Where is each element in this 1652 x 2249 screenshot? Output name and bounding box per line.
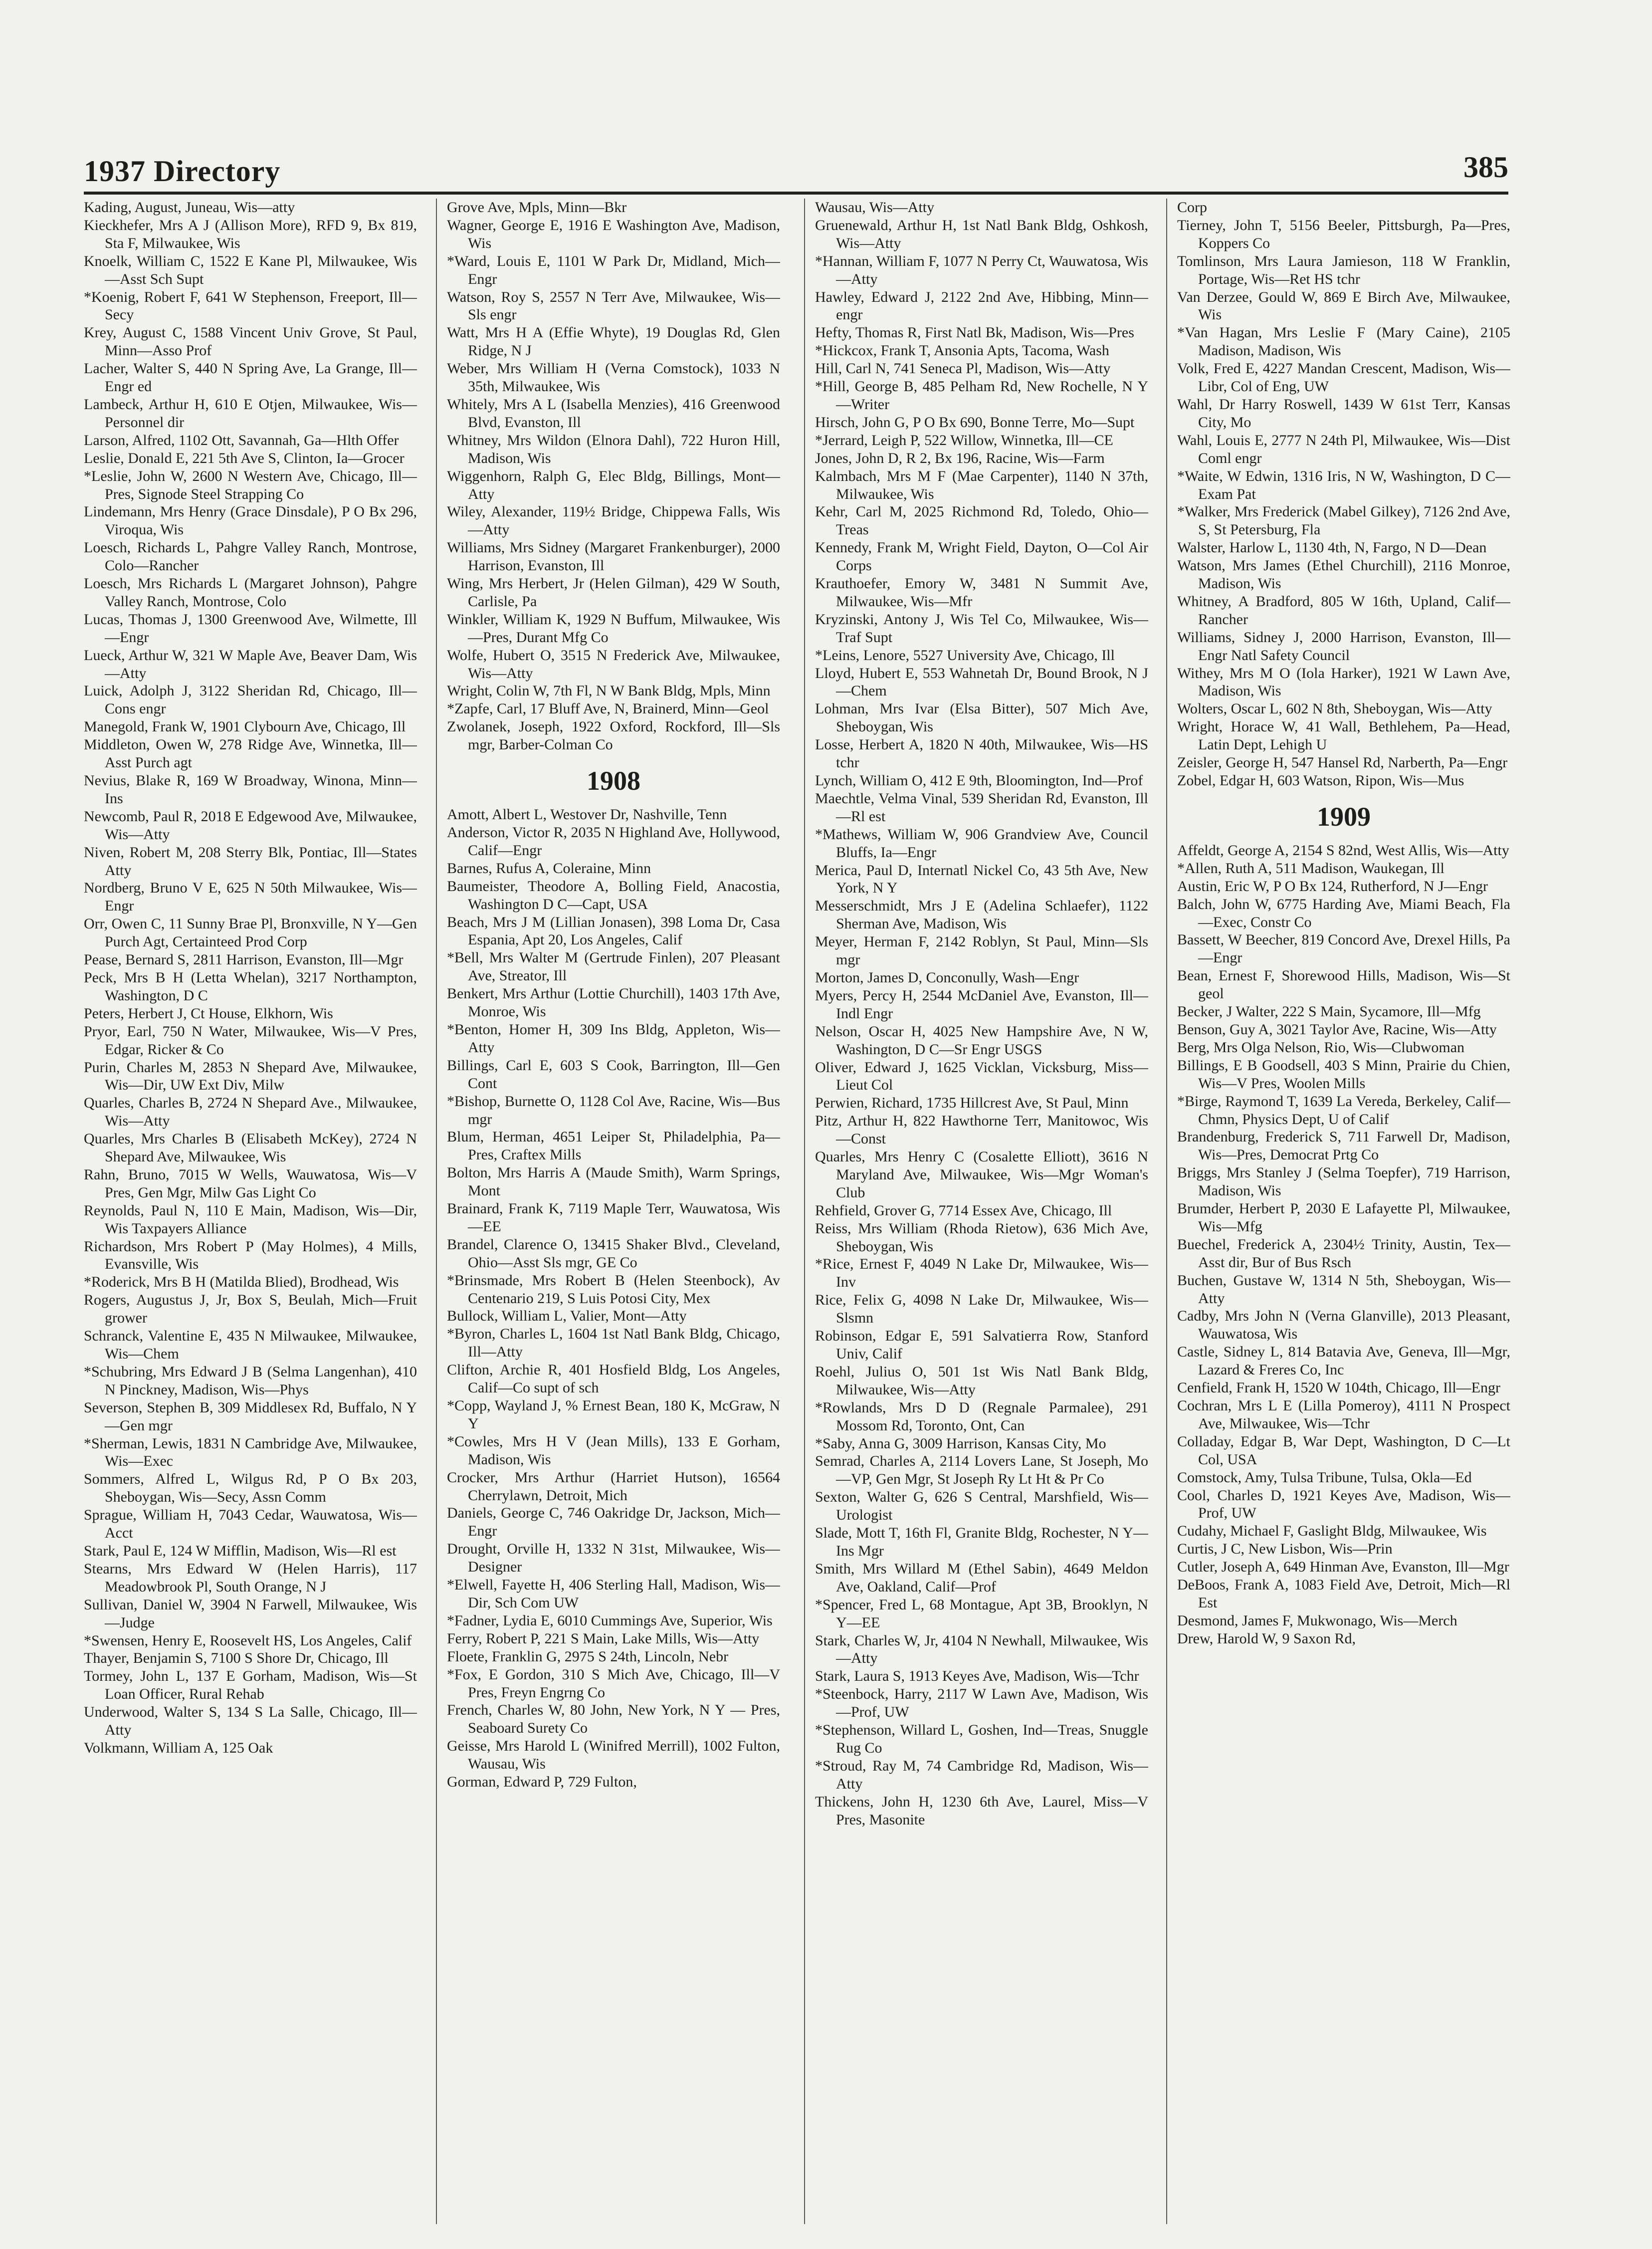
directory-entry: Affeldt, George A, 2154 S 82nd, West Allis, Wis—Atty <box>1177 842 1509 859</box>
directory-entry: Austin, Eric W, P O Bx 124, Rutherford, N J—Engr <box>1177 878 1488 895</box>
directory-entry: Zeisler, George H, 547 Hansel Rd, Narberth, Pa—Engr <box>1177 754 1508 771</box>
directory-entry: Lucas, Thomas J, 1300 Greenwood Ave, Wilmette, Ill—Engr <box>84 611 417 646</box>
directory-entry: Pitz, Arthur H, 822 Hawthorne Terr, Manitowoc, Wis—Const <box>815 1113 1148 1147</box>
directory-entry: Becker, J Walter, 222 S Main, Sycamore, Ill—Mfg <box>1177 1003 1481 1020</box>
directory-entry: *Leslie, John W, 2600 N Western Ave, Chicago, Ill—Pres, Signode Steel Strapping Co <box>84 467 417 502</box>
directory-entry: Zobel, Edgar H, 603 Watson, Ripon, Wis—Mus <box>1177 772 1464 789</box>
directory-entry: Wiley, Alexander, 119½ Bridge, Chippewa Falls, Wis—Atty <box>447 503 780 538</box>
directory-entry: *Roderick, Mrs B H (Matilda Blied), Brodhead, Wis <box>84 1274 399 1291</box>
directory-entry: Bullock, William L, Valier, Mont—Atty <box>447 1308 687 1325</box>
directory-entry: Wolters, Oscar L, 602 N 8th, Sheboygan, Wis—Atty <box>1177 700 1492 717</box>
directory-entry: Gruenewald, Arthur H, 1st Natl Bank Bldg, Oshkosh, Wis—Atty <box>815 217 1148 251</box>
directory-entry: Floete, Franklin G, 2975 S 24th, Lincoln, Nebr <box>447 1648 729 1665</box>
directory-entry: *Bishop, Burnette O, 1128 Col Ave, Racine, Wis—Bus mgr <box>447 1093 780 1127</box>
directory-entry: Middleton, Owen W, 278 Ridge Ave, Winnetka, Ill—Asst Purch agt <box>84 736 417 771</box>
directory-entry: Peck, Mrs B H (Letta Whelan), 3217 Northampton, Washington, D C <box>84 969 417 1004</box>
directory-entry: Berg, Mrs Olga Nelson, Rio, Wis—Clubwoman <box>1177 1039 1465 1056</box>
directory-entry: Comstock, Amy, Tulsa Tribune, Tulsa, Okla—Ed <box>1177 1469 1472 1486</box>
column-divider <box>436 199 437 2224</box>
directory-entry: *Jerrard, Leigh P, 522 Willow, Winnetka, Ill—CE <box>815 432 1113 449</box>
directory-entry: Billings, E B Goodsell, 403 S Minn, Prairie du Chien, Wis—V Pres, Woolen Mills <box>1177 1057 1510 1092</box>
directory-entry: *Leins, Lenore, 5527 University Ave, Chicago, Ill <box>815 647 1115 664</box>
directory-entry: Kading, August, Juneau, Wis—atty <box>84 199 295 216</box>
directory-entry: Williams, Sidney J, 2000 Harrison, Evanston, Ill—Engr Natl Safety Council <box>1177 629 1510 664</box>
directory-entry: *Stephenson, Willard L, Goshen, Ind—Treas, Snuggle Rug Co <box>815 1722 1148 1756</box>
directory-entry: *Bell, Mrs Walter M (Gertrude Finlen), 207 Pleasant Ave, Streator, Ill <box>447 949 780 984</box>
directory-entry: Tormey, John L, 137 E Gorham, Madison, Wis—St Loan Officer, Rural Rehab <box>84 1668 417 1703</box>
directory-entry: Cochran, Mrs L E (Lilla Pomeroy), 4111 N Prospect Ave, Milwaukee, Wis—Tchr <box>1177 1397 1510 1432</box>
directory-entry: Barnes, Rufus A, Coleraine, Minn <box>447 860 651 877</box>
directory-entry: *Fadner, Lydia E, 6010 Cummings Ave, Superior, Wis <box>447 1612 773 1629</box>
directory-entry: Briggs, Mrs Stanley J (Selma Toepfer), 719 Harrison, Madison, Wis <box>1177 1164 1510 1199</box>
directory-entry: *Zapfe, Carl, 17 Bluff Ave, N, Brainerd, Minn—Geol <box>447 700 769 717</box>
directory-entry: *Steenbock, Harry, 2117 W Lawn Ave, Madison, Wis—Prof, UW <box>815 1686 1148 1721</box>
directory-entry: Severson, Stephen B, 309 Middlesex Rd, Buffalo, N Y—Gen mgr <box>84 1399 417 1434</box>
directory-entry: Beach, Mrs J M (Lillian Jonasen), 398 Loma Dr, Casa Espania, Apt 20, Los Angeles, Calif <box>447 913 780 948</box>
directory-entry: French, Charles W, 80 John, New York, N Y — Pres, Seaboard Surety Co <box>447 1702 780 1737</box>
directory-entry: Tomlinson, Mrs Laura Jamieson, 118 W Franklin, Portage, Wis—Ret HS tchr <box>1177 252 1510 287</box>
directory-entry: Cenfield, Frank H, 1520 W 104th, Chicago, Ill—Engr <box>1177 1379 1500 1396</box>
directory-entry: Whitely, Mrs A L (Isabella Menzies), 416 Greenwood Blvd, Evanston, Ill <box>447 396 780 431</box>
directory-entry: Ferry, Robert P, 221 S Main, Lake Mills, Wis—Atty <box>447 1630 760 1647</box>
directory-entry: Stark, Charles W, Jr, 4104 N Newhall, Milwaukee, Wis—Atty <box>815 1632 1148 1667</box>
directory-entry: Stark, Laura S, 1913 Keyes Ave, Madison, Wis—Tchr <box>815 1668 1139 1685</box>
directory-entry: Maechtle, Velma Vinal, 539 Sheridan Rd, Evanston, Ill—Rl est <box>815 790 1148 825</box>
directory-entry: Sullivan, Daniel W, 3904 N Farwell, Milwaukee, Wis—Judge <box>84 1596 417 1631</box>
directory-entry: Bassett, W Beecher, 819 Concord Ave, Drexel Hills, Pa—Engr <box>1177 931 1510 966</box>
directory-entry: *Saby, Anna G, 3009 Harrison, Kansas City, Mo <box>815 1435 1106 1452</box>
directory-entry: Wausau, Wis—Atty <box>815 199 935 216</box>
directory-entry: Winkler, William K, 1929 N Buffum, Milwaukee, Wis—Pres, Durant Mfg Co <box>447 611 780 646</box>
directory-entry: Reiss, Mrs William (Rhoda Rietow), 636 Mich Ave, Sheboygan, Wis <box>815 1220 1148 1255</box>
directory-entry: Hefty, Thomas R, First Natl Bk, Madison, Wis—Pres <box>815 324 1134 341</box>
directory-entry: *Fox, E Gordon, 310 S Mich Ave, Chicago, Ill—V Pres, Freyn Engrng Co <box>447 1666 780 1701</box>
directory-entry: Lueck, Arthur W, 321 W Maple Ave, Beaver Dam, Wis—Atty <box>84 647 417 681</box>
directory-entry: Weber, Mrs William H (Verna Comstock), 1033 N 35th, Milwaukee, Wis <box>447 360 780 395</box>
directory-entry: *Brinsmade, Mrs Robert B (Helen Steenbock), Av Centenario 219, S Luis Potosi City, Mex <box>447 1272 780 1307</box>
directory-entry: Baumeister, Theodore A, Bolling Field, Anacostia, Washington D C—Capt, USA <box>447 878 780 912</box>
header-rule <box>84 192 1508 195</box>
directory-entry: Knoelk, William C, 1522 E Kane Pl, Milwaukee, Wis—Asst Sch Supt <box>84 252 417 287</box>
class-year-heading: 1909 <box>1317 801 1371 832</box>
directory-entry: Meyer, Herman F, 2142 Roblyn, St Paul, Minn—Sls mgr <box>815 933 1148 968</box>
directory-entry: Smith, Mrs Willard M (Ethel Sabin), 4649 Meldon Ave, Oakland, Calif—Prof <box>815 1560 1148 1595</box>
directory-entry: Quarles, Mrs Henry C (Cosalette Elliott), 3616 N Maryland Ave, Milwaukee, Wis—Mgr Woman's Club <box>815 1148 1148 1201</box>
directory-entry: Lindemann, Mrs Henry (Grace Dinsdale), P O Bx 296, Viroqua, Wis <box>84 503 417 538</box>
directory-entry: Larson, Alfred, 1102 Ott, Savannah, Ga—Hlth Offer <box>84 432 399 449</box>
directory-entry: Peters, Herbert J, Ct House, Elkhorn, Wis <box>84 1005 333 1022</box>
directory-entry: *Walker, Mrs Frederick (Mabel Gilkey), 7126 2nd Ave, S, St Petersburg, Fla <box>1177 503 1510 538</box>
directory-entry: Williams, Mrs Sidney (Margaret Frankenburger), 2000 Harrison, Evanston, Ill <box>447 539 780 574</box>
directory-entry: Quarles, Mrs Charles B (Elisabeth McKey), 2724 N Shepard Ave, Milwaukee, Wis <box>84 1130 417 1165</box>
directory-entry: Wagner, George E, 1916 E Washington Ave, Madison, Wis <box>447 217 780 251</box>
directory-entry: Brandenburg, Frederick S, 711 Farwell Dr, Madison, Wis—Pres, Democrat Prtg Co <box>1177 1128 1510 1163</box>
directory-entry: Brainard, Frank K, 7119 Maple Terr, Wauwatosa, Wis—EE <box>447 1200 780 1235</box>
directory-entry: Slade, Mott T, 16th Fl, Granite Bldg, Rochester, N Y—Ins Mgr <box>815 1525 1148 1559</box>
directory-entry: *Van Hagan, Mrs Leslie F (Mary Caine), 2105 Madison, Madison, Wis <box>1177 324 1510 359</box>
directory-entry: Schranck, Valentine E, 435 N Milwaukee, Milwaukee, Wis—Chem <box>84 1328 417 1362</box>
directory-entry: Walster, Harlow L, 1130 4th, N, Fargo, N D—Dean <box>1177 539 1487 556</box>
directory-entry: *Rice, Ernest F, 4049 N Lake Dr, Milwaukee, Wis—Inv <box>815 1256 1148 1291</box>
directory-entry: Watson, Mrs James (Ethel Churchill), 2116 Monroe, Madison, Wis <box>1177 557 1510 592</box>
page-header <box>84 146 1508 192</box>
directory-entry: Watt, Mrs H A (Effie Whyte), 19 Douglas Rd, Glen Ridge, N J <box>447 324 780 359</box>
directory-entry: Robinson, Edgar E, 591 Salvatierra Row, Stanford Univ, Calif <box>815 1328 1148 1362</box>
directory-entry: Tierney, John T, 5156 Beeler, Pittsburgh, Pa—Pres, Koppers Co <box>1177 217 1510 251</box>
directory-entry: Underwood, Walter S, 134 S La Salle, Chicago, Ill—Atty <box>84 1704 417 1739</box>
directory-entry: Nelson, Oscar H, 4025 New Hampshire Ave, N W, Washington, D C—Sr Engr USGS <box>815 1023 1148 1058</box>
directory-entry: *Birge, Raymond T, 1639 La Vereda, Berkeley, Calif—Chmn, Physics Dept, U of Calif <box>1177 1093 1510 1127</box>
directory-entry: Hill, Carl N, 741 Seneca Pl, Madison, Wis—Atty <box>815 360 1111 377</box>
directory-entry: *Benton, Homer H, 309 Ins Bldg, Appleton, Wis—Atty <box>447 1021 780 1056</box>
directory-entry: Lacher, Walter S, 440 N Spring Ave, La Grange, Ill—Engr ed <box>84 360 417 395</box>
directory-entry: Leslie, Donald E, 221 5th Ave S, Clinton, Ia—Grocer <box>84 450 405 466</box>
directory-entry: Castle, Sidney L, 814 Batavia Ave, Geneva, Ill—Mgr, Lazard & Freres Co, Inc <box>1177 1344 1510 1378</box>
directory-entry: *Hill, George B, 485 Pelham Rd, New Rochelle, N Y—Writer <box>815 378 1148 413</box>
directory-entry: Myers, Percy H, 2544 McDaniel Ave, Evanston, Ill—Indl Engr <box>815 987 1148 1022</box>
directory-entry: Thayer, Benjamin S, 7100 S Shore Dr, Chicago, Ill <box>84 1650 389 1667</box>
directory-entry: Buchen, Gustave W, 1314 N 5th, Sheboygan, Wis—Atty <box>1177 1272 1510 1307</box>
directory-entry: *Mathews, William W, 906 Grandview Ave, Council Bluffs, Ia—Engr <box>815 826 1148 861</box>
directory-entry: *Koenig, Robert F, 641 W Stephenson, Freeport, Ill—Secy <box>84 288 417 323</box>
directory-entry: *Ward, Louis E, 1101 W Park Dr, Midland, Mich—Engr <box>447 252 780 287</box>
directory-entry: Richardson, Mrs Robert P (May Holmes), 4 Mills, Evansville, Wis <box>84 1238 417 1273</box>
directory-entry: Lambeck, Arthur H, 610 E Otjen, Milwaukee, Wis—Personnel dir <box>84 396 417 431</box>
class-year-heading: 1908 <box>587 766 640 796</box>
directory-entry: Wright, Horace W, 41 Wall, Bethlehem, Pa—Head, Latin Dept, Lehigh U <box>1177 718 1510 753</box>
directory-entry: Bolton, Mrs Harris A (Maude Smith), Warm Springs, Mont <box>447 1164 780 1199</box>
directory-entry: Purin, Charles M, 2853 N Shepard Ave, Milwaukee, Wis—Dir, UW Ext Div, Milw <box>84 1059 417 1094</box>
directory-entry: Wright, Colin W, 7th Fl, N W Bank Bldg, Mpls, Minn <box>447 682 771 699</box>
directory-column-1 <box>84 199 417 2239</box>
directory-entry: Kennedy, Frank M, Wright Field, Dayton, O—Col Air Corps <box>815 539 1148 574</box>
directory-entry: Kieckhefer, Mrs A J (Allison More), RFD 9, Bx 819, Sta F, Milwaukee, Wis <box>84 217 417 251</box>
directory-entry: Amott, Albert L, Westover Dr, Nashville, Tenn <box>447 806 727 823</box>
directory-entry: Rogers, Augustus J, Jr, Box S, Beulah, Mich—Fruit grower <box>84 1292 417 1327</box>
directory-entry: Wiggenhorn, Ralph G, Elec Bldg, Billings, Mont—Atty <box>447 467 780 502</box>
directory-entry: Hawley, Edward J, 2122 2nd Ave, Hibbing, Minn—engr <box>815 288 1148 323</box>
directory-entry: Semrad, Charles A, 2114 Lovers Lane, St Joseph, Mo—VP, Gen Mgr, St Joseph Ry Lt Ht & Pr Co <box>815 1453 1148 1488</box>
directory-entry: Roehl, Julius O, 501 1st Wis Natl Bank Bldg, Milwaukee, Wis—Atty <box>815 1363 1148 1398</box>
directory-entry: *Sherman, Lewis, 1831 N Cambridge Ave, Milwaukee, Wis—Exec <box>84 1435 417 1470</box>
directory-entry: Nevius, Blake R, 169 W Broadway, Winona, Minn—Ins <box>84 772 417 807</box>
directory-entry: Volkmann, William A, 125 Oak <box>84 1739 273 1756</box>
directory-entry: Withey, Mrs M O (Iola Harker), 1921 W Lawn Ave, Madison, Wis <box>1177 665 1510 699</box>
directory-entry: Rahn, Bruno, 7015 W Wells, Wauwatosa, Wis—V Pres, Gen Mgr, Milw Gas Light Co <box>84 1166 417 1201</box>
directory-entry: *Elwell, Fayette H, 406 Sterling Hall, Madison, Wis—Dir, Sch Com UW <box>447 1576 780 1611</box>
directory-entry: Lloyd, Hubert E, 553 Wahnetah Dr, Bound Brook, N J—Chem <box>815 665 1148 699</box>
directory-entry: *Swensen, Henry E, Roosevelt HS, Los Angeles, Calif <box>84 1632 412 1649</box>
directory-entry: Whitney, Mrs Wildon (Elnora Dahl), 722 Huron Hill, Madison, Wis <box>447 432 780 466</box>
directory-entry: Billings, Carl E, 603 S Cook, Barrington, Ill—Gen Cont <box>447 1057 780 1092</box>
directory-entry: *Spencer, Fred L, 68 Montague, Apt 3B, Brooklyn, N Y—EE <box>815 1596 1148 1631</box>
directory-entry: Bean, Ernest F, Shorewood Hills, Madison, Wis—St geol <box>1177 967 1510 1002</box>
directory-entry: Morton, James D, Conconully, Wash—Engr <box>815 969 1079 986</box>
column-divider <box>1166 199 1167 2224</box>
directory-entry: Gorman, Edward P, 729 Fulton, <box>447 1774 637 1791</box>
directory-entry: Drew, Harold W, 9 Saxon Rd, <box>1177 1630 1356 1647</box>
directory-entry: Balch, John W, 6775 Harding Ave, Miami Beach, Fla—Exec, Constr Co <box>1177 896 1510 930</box>
directory-entry: *Allen, Ruth A, 511 Madison, Waukegan, Ill <box>1177 860 1445 877</box>
directory-entry: *Copp, Wayland J, % Ernest Bean, 180 K, McGraw, N Y <box>447 1397 780 1432</box>
directory-entry: Desmond, James F, Mukwonago, Wis—Merch <box>1177 1612 1457 1629</box>
directory-entry: Van Derzee, Gould W, 869 E Birch Ave, Milwaukee, Wis <box>1177 288 1510 323</box>
directory-entry: Brumder, Herbert P, 2030 E Lafayette Pl, Milwaukee, Wis—Mfg <box>1177 1200 1510 1235</box>
directory-entry: Lohman, Mrs Ivar (Elsa Bitter), 507 Mich Ave, Sheboygan, Wis <box>815 700 1148 735</box>
directory-entry: Krey, August C, 1588 Vincent Univ Grove, St Paul, Minn—Asso Prof <box>84 324 417 359</box>
directory-entry: Clifton, Archie R, 401 Hosfield Bldg, Los Angeles, Calif—Co supt of sch <box>447 1361 780 1396</box>
directory-entry: *Waite, W Edwin, 1316 Iris, N W, Washington, D C—Exam Pat <box>1177 467 1510 502</box>
directory-entry: Wolfe, Hubert O, 3515 N Frederick Ave, Milwaukee, Wis—Atty <box>447 647 780 681</box>
directory-entry: Messerschmidt, Mrs J E (Adelina Schlaefer), 1122 Sherman Ave, Madison, Wis <box>815 898 1148 932</box>
directory-entry: Lynch, William O, 412 E 9th, Bloomington, Ind—Prof <box>815 772 1143 789</box>
directory-entry: Grove Ave, Mpls, Minn—Bkr <box>447 199 627 216</box>
directory-entry: Daniels, George C, 746 Oakridge Dr, Jackson, Mich—Engr <box>447 1505 780 1540</box>
directory-entry: Quarles, Charles B, 2724 N Shepard Ave., Milwaukee, Wis—Atty <box>84 1095 417 1129</box>
directory-entry: Cutler, Joseph A, 649 Hinman Ave, Evanston, Ill—Mgr <box>1177 1559 1509 1575</box>
directory-entry: Stearns, Mrs Edward W (Helen Harris), 117 Meadowbrook Pl, South Orange, N J <box>84 1560 417 1595</box>
directory-entry: Cool, Charles D, 1921 Keyes Ave, Madison, Wis—Prof, UW <box>1177 1487 1510 1522</box>
directory-entry: Niven, Robert M, 208 Sterry Blk, Pontiac, Ill—States Atty <box>84 844 417 879</box>
directory-entry: Kalmbach, Mrs M F (Mae Carpenter), 1140 N 37th, Milwaukee, Wis <box>815 467 1148 502</box>
directory-entry: *Rowlands, Mrs D D (Regnale Parmalee), 291 Mossom Rd, Toronto, Ont, Can <box>815 1399 1148 1434</box>
directory-entry: Buechel, Frederick A, 2304½ Trinity, Austin, Tex—Asst dir, Bur of Bus Rsch <box>1177 1236 1510 1271</box>
directory-entry: Watson, Roy S, 2557 N Terr Ave, Milwaukee, Wis—Sls engr <box>447 288 780 323</box>
directory-entry: Sprague, William H, 7043 Cedar, Wauwatosa, Wis—Acct <box>84 1507 417 1542</box>
directory-entry: Nordberg, Bruno V E, 625 N 50th Milwaukee, Wis—Engr <box>84 880 417 914</box>
directory-entry: Anderson, Victor R, 2035 N Highland Ave, Hollywood, Calif—Engr <box>447 824 780 859</box>
directory-entry: Benson, Guy A, 3021 Taylor Ave, Racine, Wis—Atty <box>1177 1021 1497 1038</box>
directory-entry: Cadby, Mrs John N (Verna Glanville), 2013 Pleasant, Wauwatosa, Wis <box>1177 1308 1510 1343</box>
directory-entry: Kehr, Carl M, 2025 Richmond Rd, Toledo, Ohio—Treas <box>815 503 1148 538</box>
directory-entry: *Stroud, Ray M, 74 Cambridge Rd, Madison, Wis—Atty <box>815 1757 1148 1792</box>
directory-entry: Benkert, Mrs Arthur (Lottie Churchill), 1403 17th Ave, Monroe, Wis <box>447 985 780 1020</box>
directory-entry: DeBoos, Frank A, 1083 Field Ave, Detroit, Mich—Rl Est <box>1177 1576 1510 1611</box>
directory-entry: Wing, Mrs Herbert, Jr (Helen Gilman), 429 W South, Carlisle, Pa <box>447 575 780 610</box>
page-number: 385 <box>1463 151 1508 184</box>
directory-entry: Orr, Owen C, 11 Sunny Brae Pl, Bronxville, N Y—Gen Purch Agt, Certainteed Prod Corp <box>84 915 417 950</box>
directory-entry: Wahl, Louis E, 2777 N 24th Pl, Milwaukee, Wis—Dist Coml engr <box>1177 432 1510 466</box>
directory-column-3 <box>815 199 1148 2239</box>
directory-entry: Sommers, Alfred L, Wilgus Rd, P O Bx 203, Sheboygan, Wis—Secy, Assn Comm <box>84 1471 417 1506</box>
directory-entry: Volk, Fred E, 4227 Mandan Crescent, Madison, Wis—Libr, Col of Eng, UW <box>1177 360 1510 395</box>
directory-entry: Sexton, Walter G, 626 S Central, Marshfield, Wis—Urologist <box>815 1489 1148 1524</box>
directory-entry: Rice, Felix G, 4098 N Lake Dr, Milwaukee, Wis—Slsmn <box>815 1292 1148 1327</box>
directory-entry: *Byron, Charles L, 1604 1st Natl Bank Bldg, Chicago, Ill—Atty <box>447 1326 780 1360</box>
directory-entry: Reynolds, Paul N, 110 E Main, Madison, Wis—Dir, Wis Taxpayers Alliance <box>84 1202 417 1237</box>
directory-entry: Jones, John D, R 2, Bx 196, Racine, Wis—Farm <box>815 450 1105 466</box>
directory-entry: Losse, Herbert A, 1820 N 40th, Milwaukee, Wis—HS tchr <box>815 736 1148 771</box>
directory-entry: Pease, Bernard S, 2811 Harrison, Evanston, Ill—Mgr <box>84 951 404 968</box>
directory-entry: Brandel, Clarence O, 13415 Shaker Blvd., Cleveland, Ohio—Asst Sls mgr, GE Co <box>447 1236 780 1271</box>
directory-entry: *Schubring, Mrs Edward J B (Selma Langenhan), 410 N Pinckney, Madison, Wis—Phys <box>84 1363 417 1398</box>
directory-entry: Luick, Adolph J, 3122 Sheridan Rd, Chicago, Ill—Cons engr <box>84 682 417 717</box>
column-divider <box>804 199 805 2224</box>
directory-column-2 <box>447 199 780 2239</box>
directory-entry: Perwien, Richard, 1735 Hillcrest Ave, St Paul, Minn <box>815 1095 1129 1112</box>
directory-entry: *Hickcox, Frank T, Ansonia Apts, Tacoma, Wash <box>815 342 1109 359</box>
directory-entry: Drought, Orville H, 1332 N 31st, Milwaukee, Wis—Designer <box>447 1541 780 1575</box>
directory-entry: Geisse, Mrs Harold L (Winifred Merrill), 1002 Fulton, Wausau, Wis <box>447 1738 780 1773</box>
directory-entry: Merica, Paul D, Internatl Nickel Co, 43 5th Ave, New York, N Y <box>815 862 1148 897</box>
directory-entry: Oliver, Edward J, 1625 Vicklan, Vicksburg, Miss—Lieut Col <box>815 1059 1148 1094</box>
directory-entry: Pryor, Earl, 750 N Water, Milwaukee, Wis—V Pres, Edgar, Ricker & Co <box>84 1023 417 1058</box>
directory-entry: Corp <box>1177 199 1207 216</box>
directory-entry: Curtis, J C, New Lisbon, Wis—Prin <box>1177 1541 1393 1558</box>
directory-entry: Cudahy, Michael F, Gaslight Bldg, Milwaukee, Wis <box>1177 1523 1487 1540</box>
directory-entry: Zwolanek, Joseph, 1922 Oxford, Rockford, Ill—Sls mgr, Barber-Colman Co <box>447 718 780 753</box>
directory-column-4 <box>1177 199 1510 2239</box>
directory-entry: Colladay, Edgar B, War Dept, Washington, D C—Lt Col, USA <box>1177 1433 1510 1468</box>
directory-entry: Kryzinski, Antony J, Wis Tel Co, Milwaukee, Wis—Traf Supt <box>815 611 1148 646</box>
directory-entry: Loesch, Richards L, Pahgre Valley Ranch, Montrose, Colo—Rancher <box>84 539 417 574</box>
directory-entry: Manegold, Frank W, 1901 Clybourn Ave, Chicago, Ill <box>84 718 406 735</box>
directory-entry: Whitney, A Bradford, 805 W 16th, Upland, Calif—Rancher <box>1177 593 1510 628</box>
directory-entry: Blum, Herman, 4651 Leiper St, Philadelphia, Pa—Pres, Craftex Mills <box>447 1128 780 1163</box>
directory-entry: *Cowles, Mrs H V (Jean Mills), 133 E Gorham, Madison, Wis <box>447 1433 780 1468</box>
directory-entry: Thickens, John H, 1230 6th Ave, Laurel, Miss—V Pres, Masonite <box>815 1793 1148 1828</box>
directory-entry: Loesch, Mrs Richards L (Margaret Johnson), Pahgre Valley Ranch, Montrose, Colo <box>84 575 417 610</box>
directory-entry: Krauthoefer, Emory W, 3481 N Summit Ave, Milwaukee, Wis—Mfr <box>815 575 1148 610</box>
directory-entry: Stark, Paul E, 124 W Mifflin, Madison, Wis—Rl est <box>84 1542 397 1559</box>
directory-entry: *Hannan, William F, 1077 N Perry Ct, Wauwatosa, Wis—Atty <box>815 252 1148 287</box>
directory-entry: Newcomb, Paul R, 2018 E Edgewood Ave, Milwaukee, Wis—Atty <box>84 808 417 843</box>
running-title: 1937 Directory <box>84 155 281 188</box>
directory-entry: Crocker, Mrs Arthur (Harriet Hutson), 16564 Cherrylawn, Detroit, Mich <box>447 1469 780 1504</box>
directory-entry: Hirsch, John G, P O Bx 690, Bonne Terre, Mo—Supt <box>815 414 1135 431</box>
directory-entry: Wahl, Dr Harry Roswell, 1439 W 61st Terr, Kansas City, Mo <box>1177 396 1510 431</box>
directory-entry: Rehfield, Grover G, 7714 Essex Ave, Chicago, Ill <box>815 1202 1112 1219</box>
